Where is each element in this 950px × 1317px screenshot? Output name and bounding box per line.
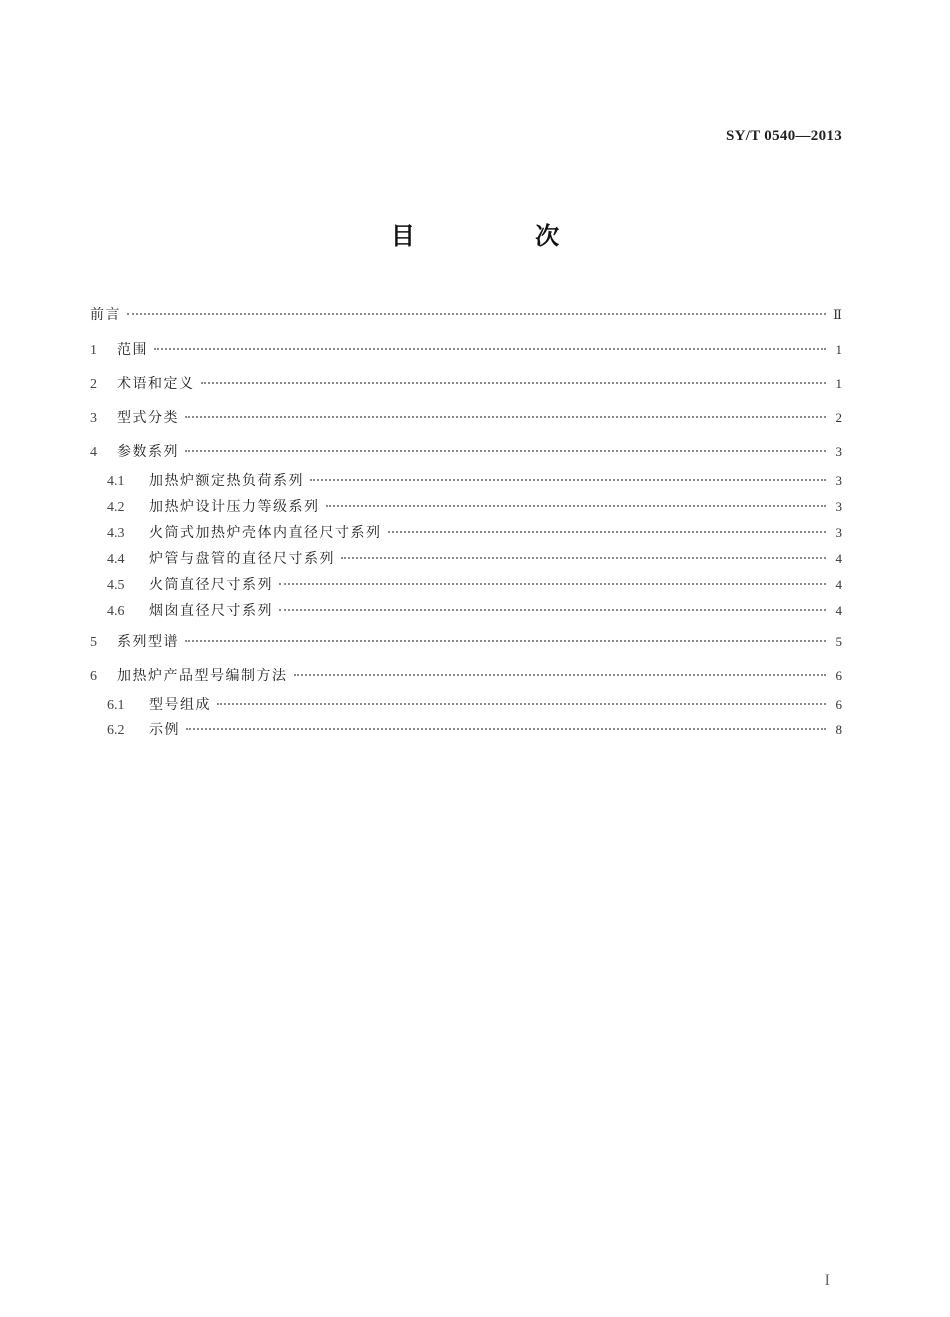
toc-entry-label: 加热炉产品型号编制方法: [117, 668, 288, 684]
toc-entry-number: 3: [90, 411, 97, 426]
toc-entry-number: 2: [90, 377, 97, 392]
toc-entry-number: 5: [90, 635, 97, 650]
toc-leader-dots: [154, 348, 826, 350]
toc-entry-number: 6.2: [107, 723, 125, 738]
toc-leader-dots: [294, 674, 827, 676]
toc-leader-dots: [185, 450, 826, 452]
toc-entry-1[interactable]: [90, 340, 842, 360]
toc-entry-label: 范围: [117, 342, 148, 358]
page-number: I: [824, 1272, 830, 1289]
toc-entry-label: 加热炉设计压力等级系列: [149, 499, 320, 515]
toc-entry-page: 1: [835, 342, 842, 357]
toc-entry-2[interactable]: [90, 374, 842, 394]
toc-entry-label: 加热炉额定热负荷系列: [149, 473, 304, 489]
toc-leader-dots: [310, 479, 826, 481]
toc-entry-page: 5: [835, 634, 842, 649]
toc-leader-dots: [341, 557, 826, 559]
toc-entry-label: 火筒直径尺寸系列: [149, 577, 273, 593]
toc-entry-number: 4: [90, 445, 97, 460]
toc-entry-label: 型号组成: [149, 697, 211, 713]
toc-entry-page: 6: [835, 697, 842, 712]
toc-leader-dots: [127, 313, 826, 315]
toc-entry-page: 3: [835, 473, 842, 488]
toc-entry-4-2[interactable]: [107, 497, 842, 517]
toc-entry-number: 4.5: [107, 578, 125, 593]
toc-entry-label: 烟囱直径尺寸系列: [149, 603, 273, 619]
toc-entry-label: 系列型谱: [117, 634, 179, 650]
toc-entry-page: 3: [835, 444, 842, 459]
toc-entry-label: 火筒式加热炉壳体内直径尺寸系列: [149, 525, 382, 541]
toc-entry-3[interactable]: [90, 408, 842, 428]
toc-entry-number: 6.1: [107, 698, 125, 713]
toc-entry-number: 6: [90, 669, 97, 684]
toc-leader-dots: [217, 703, 826, 705]
toc-leader-dots: [388, 531, 827, 533]
toc-entry-number: 4.1: [107, 474, 125, 489]
toc-leader-dots: [201, 382, 827, 384]
toc-entry-label: 炉管与盘管的直径尺寸系列: [149, 551, 335, 567]
toc-entry-page: 4: [835, 603, 842, 618]
standard-code: SY/T 0540—2013: [725, 128, 842, 144]
toc-entry-4-6[interactable]: [107, 601, 842, 621]
toc-entry-label: 示例: [149, 722, 180, 738]
toc-entry-page: Ⅱ: [833, 307, 842, 322]
toc-entry-6-1[interactable]: [107, 695, 842, 715]
toc-entry-number: 4.3: [107, 526, 125, 541]
toc-entry-page: 1: [835, 376, 842, 391]
toc-leader-dots: [185, 416, 826, 418]
toc-entry-page: 3: [835, 499, 842, 514]
toc-entry-label: 参数系列: [117, 444, 179, 460]
toc-leader-dots: [326, 505, 827, 507]
toc-entry-number: 4.2: [107, 500, 125, 515]
toc-entry-page: 4: [835, 577, 842, 592]
toc-entry-page: 3: [835, 525, 842, 540]
toc-entry-4-4[interactable]: [107, 549, 842, 569]
toc-entry-6[interactable]: [90, 666, 842, 686]
toc-entry-label: 型式分类: [117, 410, 179, 426]
toc-entry-number: 4.4: [107, 552, 125, 567]
toc-entry-6-2[interactable]: [107, 720, 842, 740]
toc-entry-5[interactable]: [90, 632, 842, 652]
toc-entry-foreword[interactable]: [90, 305, 842, 325]
toc-leader-dots: [185, 640, 826, 642]
toc-leader-dots: [186, 728, 826, 730]
toc-entry-page: 4: [835, 551, 842, 566]
toc-entry-4-3[interactable]: [107, 523, 842, 543]
toc-entry-label: 术语和定义: [117, 376, 195, 392]
toc-entry-page: 2: [835, 410, 842, 425]
toc-leader-dots: [279, 583, 826, 585]
toc-entry-4[interactable]: [90, 442, 842, 462]
toc-entry-page: 6: [835, 668, 842, 683]
page-title: 目 次: [390, 222, 616, 250]
toc-entry-4-5[interactable]: [107, 575, 842, 595]
toc-entry-4-1[interactable]: [107, 471, 842, 491]
toc-entry-number: 4.6: [107, 604, 125, 619]
toc-entry-number: 1: [90, 343, 97, 358]
toc-entry-label: 前言: [90, 307, 121, 323]
toc-entry-page: 8: [835, 722, 842, 737]
toc-leader-dots: [279, 609, 826, 611]
